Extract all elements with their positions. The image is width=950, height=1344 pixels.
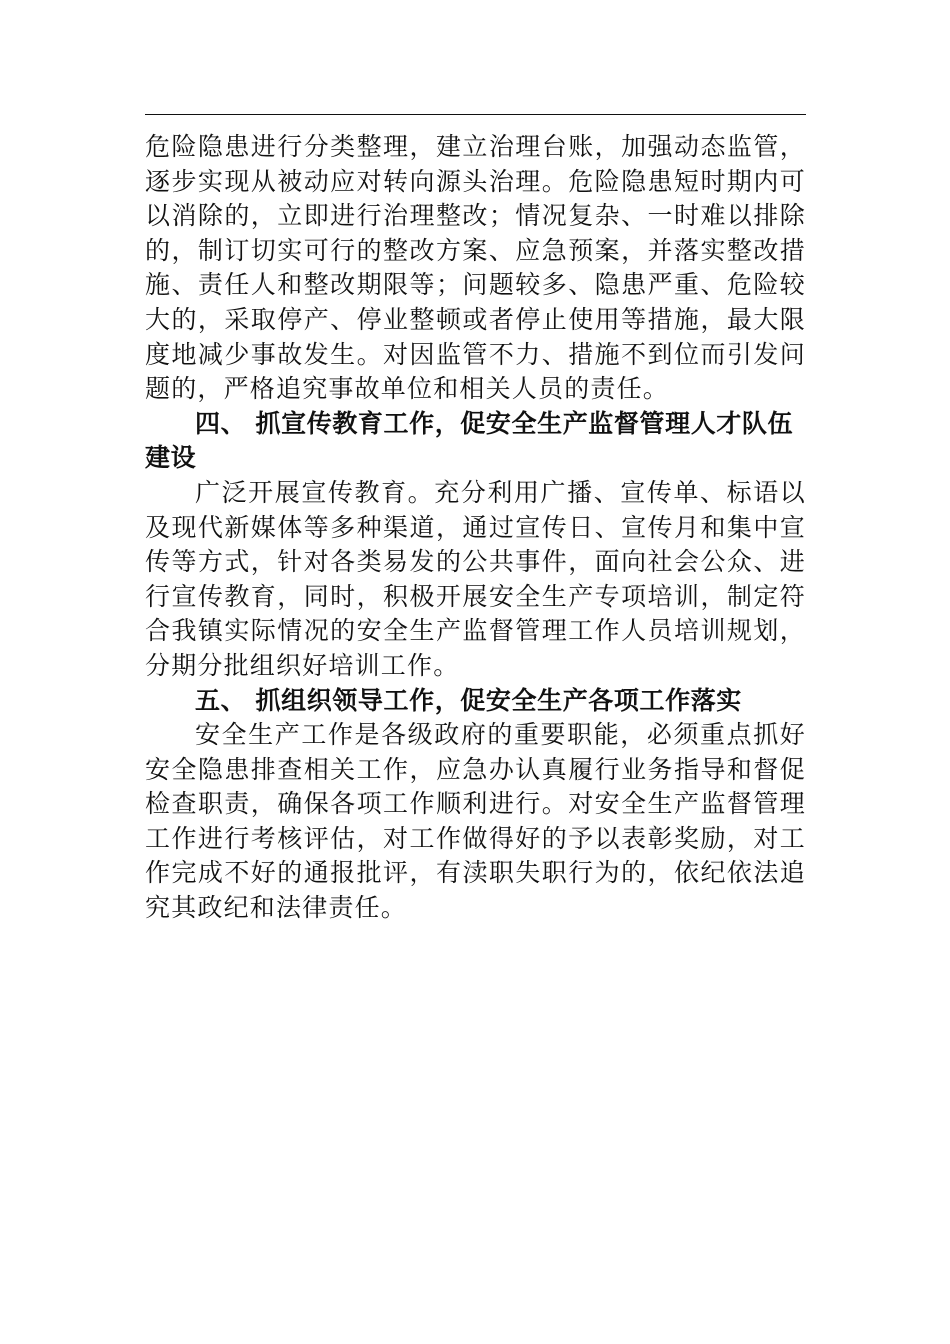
section-3-tail-paragraph [145, 130, 806, 407]
section-4-heading [145, 407, 806, 476]
text-line: 分期分批组织好培训工作。 [145, 650, 460, 680]
text-line: 检查职责，确保各项工作顺利进行。对安全生产监督管理 [145, 789, 806, 819]
heading-line: 五、 抓组织领导工作，促安全生产各项工作落实 [195, 685, 742, 715]
text-line: 工作进行考核评估，对工作做得好的予以表彰奖励，对工 [145, 823, 806, 853]
text-line: 以消除的，立即进行治理整改；情况复杂、一时难以排除 [145, 201, 806, 231]
text-line: 作完成不好的通报批评，有渎职失职行为的，依纪依法追 [145, 858, 806, 888]
text-line: 施、责任人和整改期限等；问题较多、隐患严重、危险较 [145, 270, 806, 300]
text-line: 安全隐患排查相关工作，应急办认真履行业务指导和督促 [145, 754, 806, 784]
section-4-paragraph [145, 476, 806, 684]
section-5-paragraph [145, 718, 806, 926]
document-body [145, 130, 806, 926]
text-line: 行宣传教育，同时，积极开展安全生产专项培训，制定符 [145, 581, 806, 611]
section-5-heading [145, 684, 806, 719]
text-line: 危险隐患进行分类整理，建立治理台账，加强动态监管， [145, 132, 806, 161]
heading-line: 建设 [145, 443, 197, 473]
heading-line: 四、 抓宣传教育工作，促安全生产监督管理人才队伍 [195, 408, 794, 438]
text-line: 及现代新媒体等多种渠道，通过宣传日、宣传月和集中宣 [145, 512, 806, 542]
text-line: 传等方式，针对各类易发的公共事件，面向社会公众、进 [145, 547, 806, 577]
text-line: 广泛开展宣传教育。充分利用广播、宣传单、标语以 [195, 477, 806, 507]
text-line: 题的，严格追究事故单位和相关人员的责任。 [145, 374, 670, 404]
header-rule [145, 114, 806, 115]
text-line: 度地减少事故发生。对因监管不力、措施不到位而引发问 [145, 339, 806, 369]
text-line: 大的，采取停产、停业整顿或者停止使用等措施，最大限 [145, 304, 806, 334]
text-line: 的，制订切实可行的整改方案、应急预案，并落实整改措 [145, 235, 806, 265]
text-line: 安全生产工作是各级政府的重要职能，必须重点抓好 [195, 720, 806, 750]
text-line: 合我镇实际情况的安全生产监督管理工作人员培训规划， [145, 616, 806, 646]
text-line: 究其政纪和法律责任。 [145, 893, 408, 923]
text-line: 逐步实现从被动应对转向源头治理。危险隐患短时期内可 [145, 166, 806, 196]
